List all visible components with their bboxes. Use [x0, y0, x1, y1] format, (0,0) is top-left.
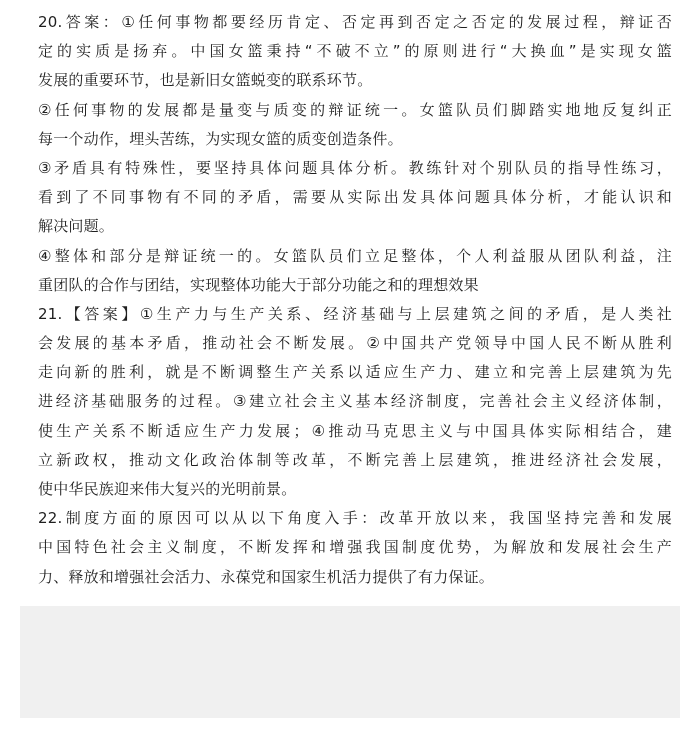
answer-21	[38, 300, 672, 504]
answer-20-line: 每一个动作，埋头苦练，为实现女篮的质变创造条件。	[38, 129, 403, 148]
answer-20-line: 看到了不同事物有不同的矛盾，需要从实际出发具体问题具体分析，才能认识和	[38, 188, 672, 207]
answer-21-line: 进经济基础服务的过程。③建立社会主义基本经济制度，完善社会主义经济体制，	[38, 392, 672, 411]
answer-21-line: 会发展的基本矛盾，推动社会不断发展。②中国共产党领导中国人民不断从胜利	[38, 334, 672, 353]
answer-20-line: 20.答案：①任何事物都要经历肯定、否定再到否定之否定的发展过程，辩证否	[38, 13, 672, 31]
answer-text-block	[38, 8, 672, 592]
answer-22-line: 力、释放和增强社会活力、永葆党和国家生机活力提供了有力保证。	[38, 567, 495, 586]
q22-highlight-background	[20, 606, 680, 718]
answer-20-line: ④整体和部分是辩证统一的。女篮队员们立足整体，个人利益服从团队利益，注	[38, 246, 672, 265]
answer-21-line: 走向新的胜利，就是不断调整生产关系以适应生产力、建立和完善上层建筑为先	[38, 363, 672, 382]
answer-20-line: ③矛盾具有特殊性，要坚持具体问题具体分析。教练针对个别队员的指导性练习，	[38, 158, 672, 177]
answer-20-line: 解决问题。	[38, 217, 115, 236]
answer-20-line: 重团队的合作与团结，实现整体功能大于部分功能之和的理想效果	[38, 275, 479, 294]
answer-20-line: 发展的重要环节，也是新旧女篮蜕变的联系环节。	[38, 71, 373, 90]
answer-22-line: 中国特色社会主义制度，不断发挥和增强我国制度优势，为解放和发展社会生产	[38, 538, 672, 557]
answer-20-line: 定的实质是扬弃。中国女篮秉持“不破不立”的原则进行“大换血”是实现女篮	[38, 42, 672, 61]
answer-21-line: 21.【答案】①生产力与生产关系、经济基础与上层建筑之间的矛盾，是人类社	[38, 304, 672, 323]
answer-21-line: 使生产关系不断适应生产力发展；④推动马克思主义与中国具体实际相结合，建	[38, 421, 672, 440]
answer-22-line: 22.制度方面的原因可以从以下角度入手：改革开放以来，我国坚持完善和发展	[38, 509, 672, 528]
answer-21-line: 使中华民族迎来伟大复兴的光明前景。	[38, 480, 297, 498]
answer-21-line: 立新政权，推动文化政治体制等改革，不断完善上层建筑，推进经济社会发展，	[38, 450, 672, 469]
answer-20	[38, 8, 672, 300]
answer-20-line: ②任何事物的发展都是量变与质变的辩证统一。女篮队员们脚踏实地地反复纠正	[38, 100, 672, 119]
answer-22	[38, 504, 672, 592]
